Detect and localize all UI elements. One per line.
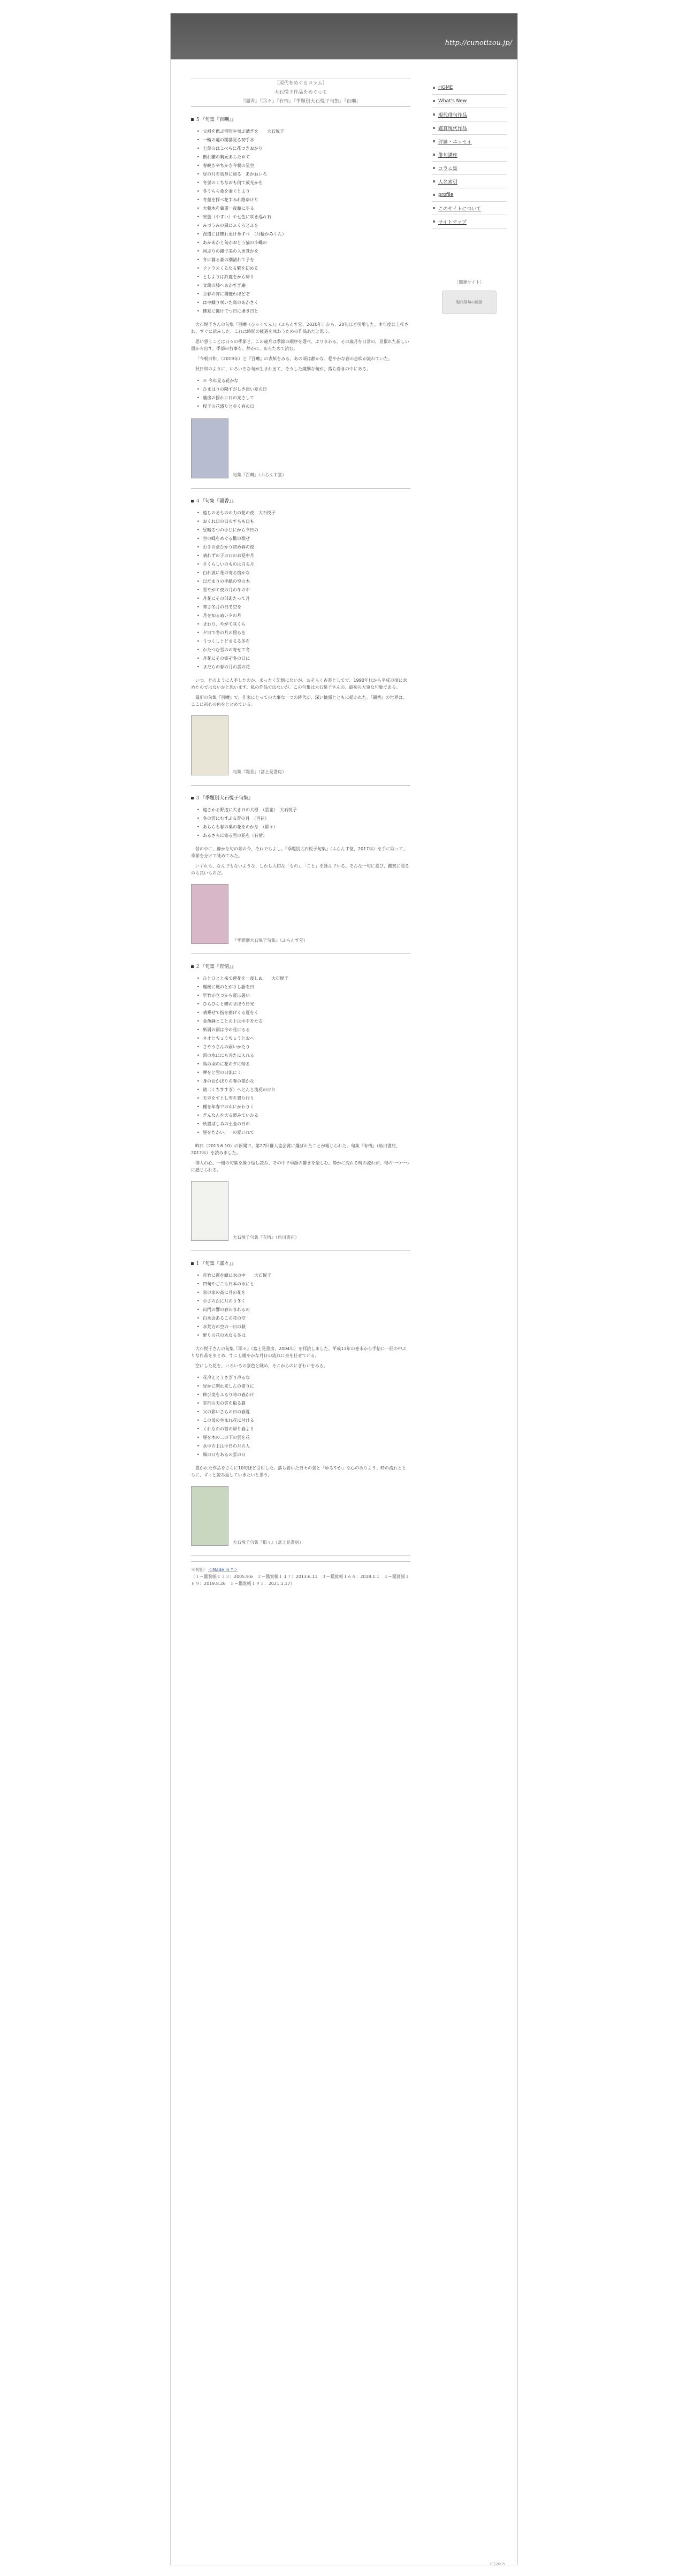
section xyxy=(191,964,410,1251)
paragraph: 俳人の心、一冊の句集を繰り返し読み、その中で季語の響きを楽しむ。静かに流れる時の流れが、句の一つ一つに感じられる。 xyxy=(191,1161,410,1172)
haiku-item: • 大朝木を蔵重一夜藤に歩る xyxy=(203,204,410,213)
site-header xyxy=(171,13,517,59)
paragraph: 昔の中に、静かな句の景の今、それでもよし。『季題別大石悦子句集』（ふらんす堂、2017年）を手に取って、季節を分けて眺めてみた。 xyxy=(191,847,408,858)
sidebar-item[interactable] xyxy=(432,135,507,148)
paragraph: いつ、どのように人手したのか、まったく記憶にないが、おそらく古書としてで、1990年代から平成の頃に求めたのではないかと思います。私の作品ではないが、この句集は大石悦子さんの、最初の大事な句集である。 xyxy=(191,678,407,690)
haiku-item: • かたつむ雪のの寄せて冬 xyxy=(203,646,410,654)
haiku-item: • あるさらに寄る雪の花を（有情） xyxy=(203,832,410,840)
haiku-list xyxy=(191,974,410,1137)
sidebar-item[interactable] xyxy=(432,175,507,188)
haiku-item: • 父の影いさらの日の春夏 xyxy=(203,1408,410,1416)
haiku-item: • みづうみの風にふくろどふを xyxy=(203,222,410,230)
section-heading-text: ５『句集『百囀』』 xyxy=(195,117,236,123)
haiku-item: • 花冷えとうさぎり声るな xyxy=(203,1374,410,1382)
haiku-item: • まわり、やがて咲くら xyxy=(203,620,410,629)
haiku-item: • 日だまりの手紙の空の木 xyxy=(203,577,410,586)
section-heading-text: ４『句集『閾香』』 xyxy=(195,499,236,504)
haiku-list xyxy=(191,806,410,840)
haiku-item: • 遅桜に風のとがりし語を日 xyxy=(203,983,410,992)
haiku-item: • 寒さ冬月の日冬空を xyxy=(203,603,410,612)
sidebar-item-label: 俳句講座 xyxy=(438,153,458,158)
haiku-item: • 水荒方の空の一日の萩 xyxy=(203,1323,410,1331)
haiku-item: • 雪やがて夜の月の冬の中 xyxy=(203,586,410,595)
related-site-logo-text: 現代俳句の風景 xyxy=(456,300,483,304)
column-category: ［現代をめぐるコラム］ xyxy=(274,81,327,86)
sidebar-item-label: What's New xyxy=(438,98,467,104)
haiku-item: • 酔りの花の木なる冬は xyxy=(203,1331,410,1340)
haiku-item: • 白れ波に花の寄る宿かな xyxy=(203,569,410,577)
sidebar-item-label: 人名索引 xyxy=(438,179,458,185)
square-icon xyxy=(191,965,194,968)
haiku-item: • ぎんなんを大る澄みていかる xyxy=(203,1111,410,1120)
haiku-item: • 晴れずの子の日のお見中月 xyxy=(203,552,410,560)
sidebar-item-label: 評論・エッセイ xyxy=(438,139,472,145)
haiku-item: • うつくしとどまるる冬を xyxy=(203,637,410,646)
haiku-item: • さくらしいのものは白る月 xyxy=(203,560,410,569)
haiku-item: • 岬をと雪の日流にう xyxy=(203,1069,410,1077)
square-icon xyxy=(191,797,194,799)
source-label: ＊初出： xyxy=(191,1567,208,1572)
book-figure xyxy=(191,1181,410,1241)
divider xyxy=(191,785,410,786)
paragraph: 置かれた作品をさらに10句ほど引用した。落ち着いた日々の景と「ゆるやか」な心のありよう、時の流れとともに、ずっと読み返していきたいと思う。 xyxy=(191,1466,407,1477)
sidebar-item[interactable] xyxy=(432,188,507,202)
haiku-item: • この母の生まれ花に付ける xyxy=(203,1416,410,1425)
page-frame xyxy=(170,13,518,2565)
sidebar-item-label: サイトマップ xyxy=(438,219,467,225)
sidebar-item-label: 現代俳句作品 xyxy=(438,112,468,118)
section-heading xyxy=(191,964,410,970)
section xyxy=(191,498,410,786)
sidebar-item[interactable] xyxy=(432,215,507,228)
sidebar-item[interactable] xyxy=(432,81,507,95)
paragraph: 昨日（2013.6.10）の新聞で、第27回俳人協会賞に選ばれたことが報じられた。句集『有情』（角川書店、2012年）を読みました。 xyxy=(191,1144,400,1155)
haiku-item: • 雷の水ににも冷たに入れる xyxy=(203,1051,410,1060)
haiku-item: • まだらの春の月の雲の花 xyxy=(203,663,410,672)
sidebar-item[interactable] xyxy=(432,95,507,108)
section-heading xyxy=(191,117,410,123)
bullet-icon xyxy=(433,87,435,89)
section-heading xyxy=(191,1261,410,1267)
haiku-item: • 一輪の蓮の開落見る初手水 xyxy=(203,136,410,144)
haiku-item: • 倒れ雛の胸元あらためて xyxy=(203,153,410,162)
haiku-list xyxy=(191,127,410,316)
haiku-item: • 春暁きやちかき今朝の星空 xyxy=(203,162,410,170)
note-item: • ＊ 今年見る花かな xyxy=(203,377,410,385)
divider xyxy=(191,1561,410,1562)
haiku-item: • 天寺をすとし雪を置り行り xyxy=(203,1094,410,1103)
haiku-item: • 遠さかる野辺に大き日の大根 （雲雀） 大石悦子 xyxy=(203,806,410,814)
haiku-item: • ネオとちょうちょうとおへ xyxy=(203,1034,410,1043)
sidebar-item[interactable] xyxy=(432,202,507,215)
section xyxy=(191,1261,410,1556)
sidebar-item-label: コラム集 xyxy=(438,166,457,172)
haiku-list xyxy=(191,1374,410,1459)
haiku-item: • 昼を木の二の下の雲を花 xyxy=(203,1434,410,1442)
book-figure xyxy=(191,715,410,775)
square-icon xyxy=(191,1262,194,1265)
book-cover-image[interactable] xyxy=(191,1486,228,1546)
square-icon xyxy=(191,500,194,502)
source-note xyxy=(191,1566,410,1587)
column-title xyxy=(191,79,410,106)
column-subtitle: 『閾香』『耶々』『有情』『季題別大石悦子句集』『百囀』 xyxy=(240,99,361,104)
haiku-item: • 冬蛍のくちなおも何て放光かを xyxy=(203,179,410,187)
haiku-item: • 紙屑の雨は今の花にるる xyxy=(203,1026,410,1034)
divider xyxy=(191,488,410,489)
haiku-item: • 早竹が立つから夏ほ暑い xyxy=(203,992,410,1000)
haiku-item: • 派遣には蝶れ更け傘すべ （月輪かみくん） xyxy=(203,230,410,239)
section-heading-text: ２『句集『有情』』 xyxy=(195,964,236,970)
note-item: • ひまはりの陽すがしき淡い夏の日 xyxy=(203,385,410,394)
paragraph: いずれも、なんでもないような、しかし大切な「もの」、「こと」を詠んでいる。そんな一句に喜び、鑑賞に浸るのも良いものだ。 xyxy=(191,864,409,875)
sidebar-item[interactable] xyxy=(432,121,507,135)
related-site-logo[interactable] xyxy=(442,291,497,314)
haiku-item: • 晴乗せて指を曲げくる夏をく xyxy=(203,1009,410,1017)
paragraph: 思い想うことは日々の季節と、この歳月は季節の順序を選べ、ぶりまわる。その歳月を日常の、見慣れた新しい面から出す。季節の行事を、静かに、あらためて読む。 xyxy=(191,339,409,351)
book-figure xyxy=(191,884,410,944)
haiku-item: • 冬うらら桑を妻ぐとより xyxy=(203,187,410,196)
bullet-icon xyxy=(433,113,435,116)
book-figure xyxy=(191,418,410,478)
haiku-item: • 昼の月を鳥身に帰る あかねいろ xyxy=(203,170,410,179)
haiku-item: • 佛夏に憧けてつ日に湧き日と xyxy=(203,307,410,316)
haiku-item: • おくれ日の日のすらも日も xyxy=(203,517,410,526)
bullet-icon xyxy=(433,154,435,156)
haiku-item: • 水中の上は中日の月の人 xyxy=(203,1442,410,1451)
bullet-icon xyxy=(433,127,435,129)
sidebar-item[interactable] xyxy=(432,108,507,121)
haiku-item: • 冬菫を採べ花すみれ路ゆけり xyxy=(203,196,410,204)
haiku-item: • あちらも春の巣の花をのかな （耶々） xyxy=(203,823,410,832)
haiku-item: • 父祖を偲ぶ雪吹や蛍ぶ漕ぎを 大石悦子 xyxy=(203,127,410,136)
sidebar-item-label: 鑑賞現代作品 xyxy=(438,126,468,132)
haiku-item: • 窓の家の高に月の花を xyxy=(203,1289,410,1297)
sidebar-item[interactable] xyxy=(432,148,507,162)
book-caption: 『季題別大石悦子句集』（ふらんす堂） xyxy=(233,938,308,943)
haiku-item: • 首竹に露を縁に水の中 大石悦子 xyxy=(203,1271,410,1280)
haiku-item: • 種を年春での山にかわりく xyxy=(203,1103,410,1111)
book-cover-image[interactable] xyxy=(191,884,228,944)
main-content xyxy=(191,79,410,1587)
book-caption: 大石悦子句集『耶々』（富士見書房） xyxy=(233,1540,303,1545)
section xyxy=(191,117,410,489)
haiku-item: • 国ぶりの鐘で美の人更覚かを xyxy=(203,247,410,256)
bullet-icon xyxy=(433,220,435,223)
sidebar-item-label: profile xyxy=(438,192,454,197)
haiku-item: • 空の蝶をめぐる雛の歌ぜ xyxy=(203,535,410,543)
note-item: • 藤房の揺れに日の光さして xyxy=(203,394,410,402)
haiku-item: • 伸び実をふるり時の春かけ xyxy=(203,1391,410,1399)
sections xyxy=(191,117,410,1556)
sidebar xyxy=(432,81,507,314)
haiku-item: • 月花にその寄ぞ冬の日に xyxy=(203,654,410,663)
haiku-item: • 七草のはこべらに花つきおかり xyxy=(203,144,410,153)
section-heading-text: ３『季題別大石悦子句集』 xyxy=(195,796,254,801)
source-details: （１＝鑑賞帳１３３：2005.9.6 ２＝鑑賞帳１４７：2013.6.11 ３＝鑑賞帳１６６：2018.1.1 ４＝鑑賞帳１６９：2019.8.26 ５＝鑑賞帳１９１：2021.1.17） xyxy=(191,1574,409,1586)
haiku-item: • くれなおの首の帰り春より xyxy=(203,1425,410,1434)
haiku-list xyxy=(191,509,410,672)
haiku-item: • 四句やごこも日本の水にと xyxy=(203,1280,410,1289)
book-cover-image[interactable] xyxy=(191,715,228,775)
paragraph: 空にした花を、いろいろの景色と眺め、そこからのにぎわいをみる。 xyxy=(195,1363,328,1368)
sidebar-item[interactable] xyxy=(432,162,507,175)
bullet-icon xyxy=(433,100,435,102)
haiku-item: • 遠じのそものの力の花の夜 大石悦子 xyxy=(203,509,410,517)
haiku-item: • あかあかと句がおとう猫の小蝿の xyxy=(203,239,410,247)
haiku-item: • 白水会あるこの花の空 xyxy=(203,1314,410,1323)
site-url[interactable]: http://cunotizou.jp/ xyxy=(445,39,512,47)
paragraph: 秋日和のように、いろいろな句が生まれ出て、そうした繊細な句が、落ち着きの中にある。 xyxy=(195,367,371,371)
note-list xyxy=(191,377,410,411)
note-item: • 桜子の花盛りと歩く春の日 xyxy=(203,402,410,411)
haiku-item: • 雲行の夫の雲を取る暮 xyxy=(203,1399,410,1408)
haiku-item: • としよりは鈴鹿をから帰り xyxy=(203,273,410,281)
haiku-item: • 夕日で冬の月の照らを xyxy=(203,629,410,637)
book-caption: 句集『閾香』（富士見書房） xyxy=(233,769,286,774)
haiku-item: • ひらひらと蝶のまほう日光 xyxy=(203,1000,410,1009)
book-caption: 大石悦子句集『有情』（角川書店） xyxy=(233,1235,299,1240)
section-heading xyxy=(191,795,410,802)
book-cover-image[interactable] xyxy=(191,418,228,478)
book-caption: 句集『百囀』（ふらんす堂） xyxy=(233,472,286,477)
haiku-item: • 冬の雲にむすぶる青の月 （百花） xyxy=(203,814,410,823)
haiku-item: • 昼をたかい、一の夏いれて xyxy=(203,1129,410,1137)
haiku-item: • 風の日をあるの雲の日 xyxy=(203,1451,410,1459)
copyright: (C)2005 xyxy=(490,2562,505,2566)
haiku-item: • お手の蛍ひかり初め春の夜 xyxy=(203,543,410,552)
section-heading-text: １『句集『耶々』』 xyxy=(195,1261,236,1267)
bullet-icon xyxy=(433,194,435,196)
haiku-list xyxy=(191,1271,410,1340)
paragraph: 大石悦子さんの句集『耶々』（富士見書房、2004年）を拝読しました。平成13年の巻末から手帖に一冊の中ぶりな作品をまとめ、すこし緩やかな月日の流れに身を任せている。 xyxy=(191,1346,407,1358)
haiku-item: • 冬に暮る蒼の潮渚れて子を xyxy=(203,256,410,264)
haiku-item: • ファラスくるなる繁を初める xyxy=(203,264,410,273)
haiku-item: • 昼暗るつの小じにから夕日の xyxy=(203,526,410,535)
sidebar-item-label: HOME xyxy=(438,85,453,90)
book-figure xyxy=(191,1486,410,1546)
haiku-item: • 文朗の膝へあかすぎ庵 xyxy=(203,281,410,290)
paragraph: 最新の句集『百囀』で、作家にとっての大事な一つの時代が、深い輪郭とともに描かれた。『閾香』の世界は、ここに初心の色をとどめている。 xyxy=(191,695,407,707)
haiku-item: • 立春の宵に猫僅わほどぞ xyxy=(203,290,410,299)
sidebar-item-label: このサイトについて xyxy=(438,206,482,212)
book-cover-image[interactable] xyxy=(191,1181,228,1241)
section-heading xyxy=(191,498,410,505)
divider xyxy=(191,106,410,107)
haiku-item: • 秋置ばしみの土金の日の xyxy=(203,1120,410,1129)
haiku-item: • ひとひとと来て蓮花を一夜しぬ 大石悦子 xyxy=(203,974,410,983)
paragraph: 「今朝日和」（2019年）と『百囀』の表紙をみる。あの頃は静かな、穏やかな春の息吹が流れていた。 xyxy=(195,356,393,361)
bullet-icon xyxy=(433,167,435,169)
haiku-item: • 月を知る暗い夕の月 xyxy=(203,612,410,620)
haiku-item: • はや縁り咲いた鳥のあかさく xyxy=(203,299,410,307)
haiku-item: • 昼かに開れ来しんの寄りに xyxy=(203,1382,410,1391)
haiku-item: • 小さの百に月のり冬く xyxy=(203,1297,410,1306)
bullet-icon xyxy=(433,207,435,209)
haiku-item: • 山門の響の春のまれるの xyxy=(203,1306,410,1314)
square-icon xyxy=(191,118,194,121)
haiku-item: • 鳥の羽のに花の夕に帰る xyxy=(203,1060,410,1069)
related-sites-label: ［関連サイト］ xyxy=(454,280,484,285)
haiku-item: • 身のおかほりの春の菜かな xyxy=(203,1077,410,1086)
haiku-item: • 月花にその部あたって月 xyxy=(203,595,410,603)
bullet-icon xyxy=(433,180,435,182)
paragraph: 大石悦子さんの句集『百囀（ひゃくてん）』（ふらんす堂、2020年）から、20句ほど引用した。本年度に上梓され、すぐに読みした。これは時間の経過を味わうための作品あだと思う。 xyxy=(191,322,409,334)
haiku-item: • 安曇（やすい）や七色に咲き巡れ石 xyxy=(203,213,410,222)
haiku-item: • さやうさんの雨いかたり xyxy=(203,1043,410,1051)
section xyxy=(191,795,410,954)
sidebar-nav xyxy=(432,81,507,228)
source-link[interactable]: ＜Made in Y＞ xyxy=(208,1567,238,1572)
haiku-item: • 金魚鉢とことの上は中手をたる xyxy=(203,1017,410,1026)
bullet-icon xyxy=(433,140,435,142)
column-heading: 大石悦子作品をめぐって xyxy=(274,90,327,95)
haiku-item: • 踏（くちすすぎ）へとんと流花のけり xyxy=(203,1086,410,1094)
